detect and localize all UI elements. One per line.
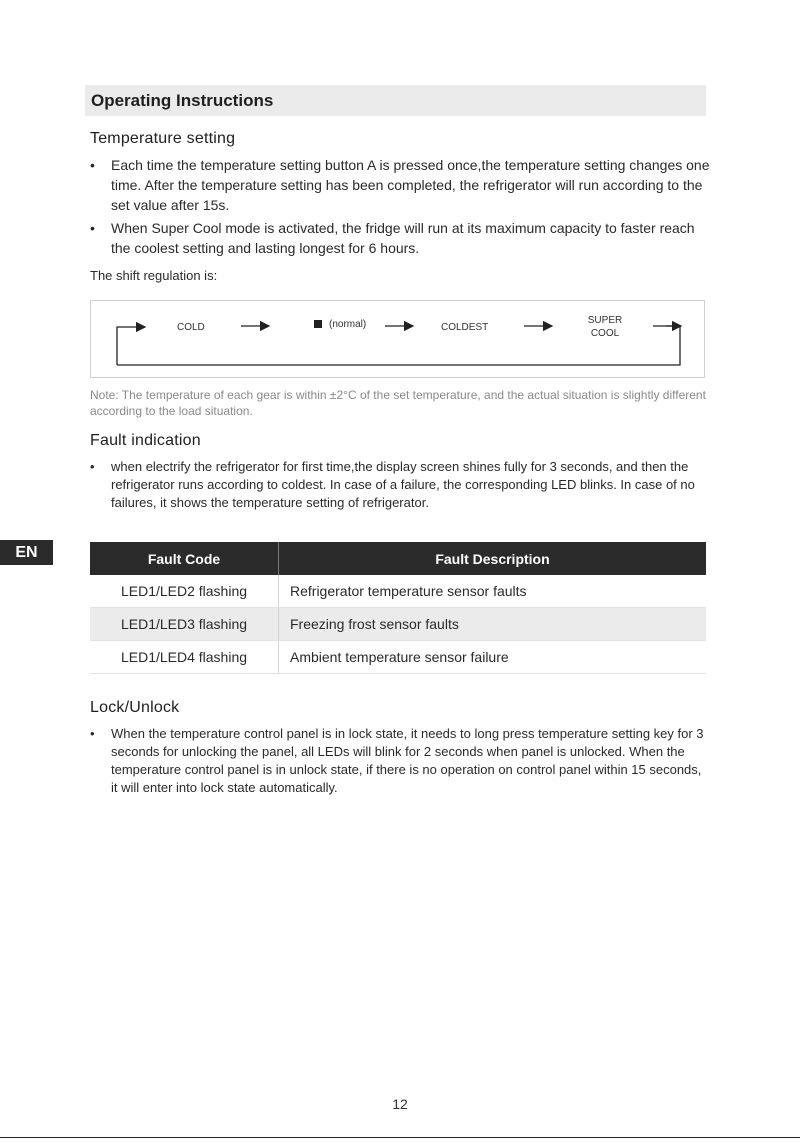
fault-description-cell: Ambient temperature sensor failure xyxy=(279,641,707,674)
language-tab: EN xyxy=(0,540,53,565)
label-cool: COOL xyxy=(590,328,620,339)
fault-bullet xyxy=(90,458,710,512)
table-row xyxy=(90,641,706,674)
temperature-bullet-2 xyxy=(90,218,710,258)
normal-square-icon xyxy=(314,320,322,328)
temperature-setting-heading: Temperature setting xyxy=(90,130,236,147)
label-super: SUPER xyxy=(587,315,623,326)
header-fault-description: Fault Description xyxy=(279,542,707,575)
page-number: 12 xyxy=(392,1096,408,1112)
fault-code-table xyxy=(90,542,706,674)
label-coldest: COLDEST xyxy=(441,322,489,333)
bullet-text: when electrify the refrigerator for first time,the display screen shines fully for 3 seconds, and then the refrigerator runs according to coldest. In case of a failure, the corresponding LED blinks. In case of no failures, it shows the temperature setting of refrigerator. xyxy=(111,459,695,510)
fault-indication-heading: Fault indication xyxy=(90,432,201,449)
page-title: Operating Instructions xyxy=(91,91,274,110)
shift-arrows xyxy=(91,301,706,379)
section-banner xyxy=(85,85,706,116)
note-text: Note: The temperature of each gear is within ±2°C of the set temperature, and the actual situation is slightly different according to the load situation. xyxy=(90,388,706,418)
table-header-row xyxy=(90,542,706,575)
bullet-text: When Super Cool mode is activated, the fridge will run at its maximum capacity to faster reach the coolest setting and lasting longest for 6 hours. xyxy=(111,220,695,256)
bullet-dot: • xyxy=(90,459,95,474)
bullet-text: When the temperature control panel is in lock state, it needs to long press temperature setting key for 3 seconds for unlocking the panel, all LEDs will blink for 2 seconds when panel is unlocked. When the temperature control panel is in unlock state, if there is no operation on control panel within 15 seconds, it will enter into lock state automatically. xyxy=(111,726,704,795)
temperature-bullet-1 xyxy=(90,155,710,215)
fault-code-cell: LED1/LED2 flashing xyxy=(90,575,279,608)
fault-description-cell: Refrigerator temperature sensor faults xyxy=(279,575,707,608)
bullet-text: Each time the temperature setting button A is pressed once,the temperature setting changes one time. After the temperature setting has been completed, the refrigerator will run according to the set value after 15s. xyxy=(111,157,710,213)
lock-unlock-bullet xyxy=(90,725,710,797)
fault-code-cell: LED1/LED4 flashing xyxy=(90,641,279,674)
shift-regulation-diagram xyxy=(90,300,705,378)
bullet-dot: • xyxy=(90,157,95,173)
bottom-rule xyxy=(0,1137,800,1138)
fault-description-cell: Freezing frost sensor faults xyxy=(279,608,707,641)
label-cold: COLD xyxy=(177,322,205,333)
bullet-dot: • xyxy=(90,726,95,741)
fault-code-cell: LED1/LED3 flashing xyxy=(90,608,279,641)
bullet-dot: • xyxy=(90,220,95,236)
shift-regulation-label: The shift regulation is: xyxy=(90,268,218,283)
label-normal: (normal) xyxy=(329,319,367,330)
loop-back-arrow xyxy=(117,327,145,365)
lock-unlock-heading: Lock/Unlock xyxy=(90,699,180,716)
table-row xyxy=(90,575,706,608)
header-fault-code: Fault Code xyxy=(90,542,279,575)
table-row xyxy=(90,608,706,641)
